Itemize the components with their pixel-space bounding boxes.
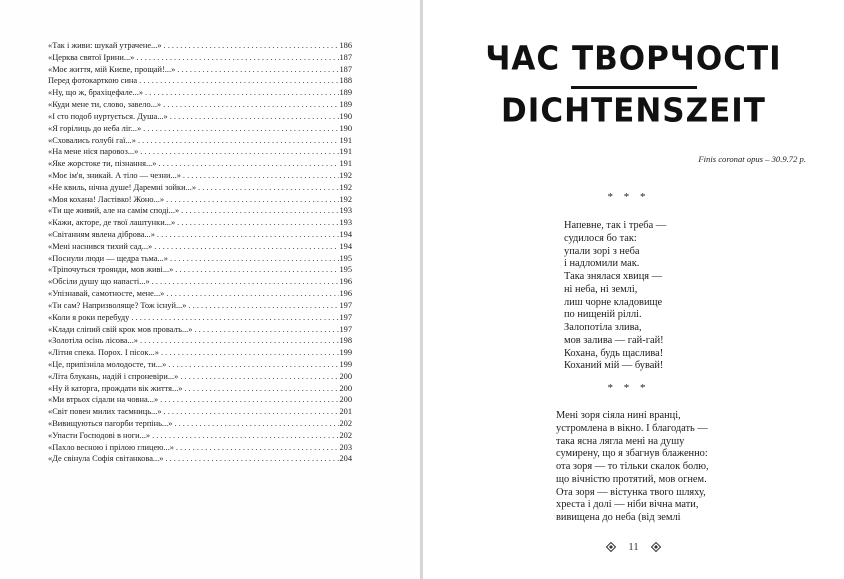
toc-entry-title: «Ти сам? Напризволяще? Тож існуй...» [48,300,187,310]
toc-entry-title: «Не квиль, нічна душе! Даремні зойки...» [48,182,197,192]
toc-entry-title: «Літа блукань, надій і спроневіри...» [48,371,179,381]
toc-entry [48,430,352,442]
toc-entry-page: 200 [339,395,352,405]
page-number: 11 [628,541,639,553]
toc-entry-title: «Упасти Господові в ноги...» [48,430,151,440]
toc-entry-page: 191 [339,147,352,157]
toc-entry-page: 191 [339,159,352,169]
toc-entry [48,264,352,276]
toc-entry-title: «Золотіла осінь лісова...» [48,336,138,346]
poem-line: Мені зоря сіяла нині вранці, [556,410,681,421]
poem-line: упали зорі з неба [564,245,640,257]
toc-entry-title: Перед фотокарткою сина [48,76,138,86]
toc-entry [48,288,352,300]
toc-entry [48,135,352,147]
toc-entry-title: «Мені наснився тихий сад...» [48,241,153,251]
toc-entry-title: «На мене ніся паровоз...» [48,147,139,157]
toc-entry [48,359,352,371]
toc-leader-dots [175,64,339,76]
toc-entry-page: 194 [339,230,352,239]
toc-leader-dots [155,229,340,241]
toc-leader-dots [159,347,339,359]
poem-line: Залопотіла злива, [564,322,642,333]
toc-entry-title: «Пахло весною і прілою глицею...» [48,442,174,452]
toc-leader-dots [141,123,339,135]
poem-line: і надломили мак. [564,258,640,270]
toc-entry-title: «І сто подоб нуртується. Душа...» [48,111,168,121]
toc-leader-dots [138,335,339,347]
poem-line: Кохана, будь щаслива! [564,347,664,359]
poem-line: така ясна лягла мені на душу [556,435,685,447]
toc-leader-dots [138,146,339,158]
toc-entry-page: 201 [339,407,352,417]
stars-separator: * * * [607,382,650,394]
title-divider [571,86,697,89]
toc-leader-dots [137,75,339,87]
section-title-german: DICHTENSZEIT [501,92,766,130]
toc-entry [48,324,352,336]
toc-entry-page: 200 [339,371,352,381]
toc-entry [48,335,352,347]
poem-line: Коханий мій — бувай! [564,360,664,372]
toc-entry-page: 200 [339,383,352,393]
epigraph: Finis coronat opus – 30.9.72 p. [698,154,806,164]
toc-entry-title: «Церква святої Ірини...» [48,52,135,62]
toc-entry-title: «Ми втрьох сідали на човна...» [48,395,159,405]
toc-entry [48,442,352,454]
toc-leader-dots [168,253,339,265]
poem-line: мов залива — гай-гай! [564,334,664,346]
toc-leader-dots [162,40,340,52]
toc-entry [48,40,352,52]
toc-leader-dots [162,406,340,418]
toc-entry-page: 195 [339,253,352,263]
toc-entry-page: 199 [339,359,352,369]
toc-entry [48,406,352,418]
toc-entry-title: «Яке жорстоке ти, пізнання...» [48,159,157,169]
toc-entry [48,194,352,206]
toc-leader-dots [163,453,339,465]
poem-line: ота зоря — то тільки скалок болю, [556,461,709,472]
toc-leader-dots [134,52,339,64]
toc-entry-page: 199 [339,348,352,358]
toc-entry-title: «Де свінула Софія світанкова...» [48,454,164,464]
toc-entry-title: «Світ повен милих таємниць...» [48,407,162,417]
toc-entry-page: 192 [339,194,352,204]
poem-line: ні неба, ні землі, [564,283,638,295]
toc-entry-page: 193 [339,218,352,228]
toc-entry [48,418,352,430]
toc-entry [48,111,352,123]
toc-leader-dots [161,99,339,111]
toc-leader-dots [179,205,339,217]
toc-entry-page: 197 [339,324,352,334]
toc-entry [48,453,352,465]
toc-leader-dots [186,300,339,312]
toc-entry-page: 196 [339,289,352,299]
toc-leader-dots [196,182,339,194]
toc-entry [48,253,352,265]
toc-leader-dots [168,111,340,123]
toc-entry-title: «Моє життя, мій Києве, прощай!...» [48,64,176,74]
section-title-ukrainian: ЧАС ТВОРЧОСТІ [485,40,782,78]
toc-entry-page: 197 [339,300,352,310]
toc-entry [48,123,352,135]
left-page [0,0,420,579]
toc-entry [48,312,352,324]
toc-entry [48,217,352,229]
table-of-contents [48,40,352,465]
toc-entry [48,182,352,194]
toc-entry-title: «Ну, що ж, брахіцефале...» [48,88,144,98]
toc-entry [48,205,352,217]
toc-leader-dots [158,394,339,406]
toc-entry-page: 204 [339,454,352,464]
toc-entry [48,276,352,288]
poem-line: Напевне, так і треба — [564,220,667,231]
toc-leader-dots [136,135,339,147]
diamond-ornament-icon [606,542,616,552]
toc-entry-page: 190 [339,111,352,121]
toc-entry-page: 190 [339,123,352,133]
toc-leader-dots [164,194,339,206]
toc-entry [48,394,352,406]
toc-leader-dots [152,241,339,253]
toc-entry [48,158,352,170]
toc-entry-title: «Я горілиць до неба ліг...» [48,123,142,133]
toc-entry [48,52,352,64]
toc-entry-title: «Сховались голубі гаї...» [48,135,136,145]
toc-leader-dots [164,288,339,300]
toc-entry-title: «Моє ім'я, зникай. А тіло — чезни...» [48,170,181,180]
toc-leader-dots [150,430,339,442]
toc-entry [48,146,352,158]
poem-first [564,220,666,373]
toc-leader-dots [166,359,339,371]
poem-line: хреста і долі — ніби вічна мати, [556,499,699,511]
toc-entry-page: 191 [339,135,352,145]
toc-entry-title: «Куди мене ти, слово, завело...» [48,100,162,110]
poem-line: що вічністю протятий, мов огнем. [556,473,707,485]
toc-entry-title: «Коли я роки перебуду [48,312,130,322]
toc-entry-page: 192 [339,182,352,192]
toc-entry-page: 188 [339,76,352,86]
toc-entry-title: «Поснули люди — щедра тьма...» [48,253,168,263]
toc-entry-title: «Обсіли душу що напасті...» [48,277,150,287]
toc-leader-dots [181,170,340,182]
toc-leader-dots [143,87,339,99]
toc-entry-title: «Так і живи: шукай утрачене...» [48,41,162,50]
toc-leader-dots [129,312,339,324]
toc-entry-page: 202 [339,430,352,440]
toc-entry-title: «Упізнавай, самотносте, мене...» [48,289,165,299]
toc-entry-title: «Літня спека. Порох. І пісок...» [48,348,159,358]
poem-line: по нищеній ріллі. [564,309,642,321]
toc-entry [48,75,352,87]
toc-entry-title: «Вивищуються пагорби терпінь...» [48,419,173,428]
toc-entry-title: «Тріпочуться троянди, мов живі...» [48,265,174,275]
poem-line: вивищена до неба (від землі [556,512,681,523]
toc-entry [48,300,352,312]
toc-leader-dots [173,264,339,276]
toc-entry-title: «Кажи, акторе, де твої лаштунки...» [48,218,176,228]
toc-entry-page: 187 [339,64,352,74]
toc-entry-page: 187 [339,52,352,62]
toc-entry-page: 197 [339,312,352,322]
toc-leader-dots [174,442,340,454]
toc-leader-dots [156,158,339,170]
toc-entry-page: 193 [339,206,352,216]
poem-line: судилося бо так: [564,232,637,244]
toc-entry-page: 202 [339,419,352,428]
toc-entry-page: 196 [339,277,352,287]
toc-leader-dots [150,276,340,288]
toc-entry-title: «Ти ще живий, але на самім споді...» [48,206,180,216]
poem-line: сумирену, що я збагнув блаженно: [556,448,708,460]
right-page [423,0,844,579]
page-footer [423,541,844,553]
toc-leader-dots [178,371,339,383]
toc-entry-page: 194 [339,241,352,251]
toc-entry-page: 189 [339,88,352,98]
poem-line: устромлена в вікно. І благодать — [556,422,708,434]
toc-entry [48,241,352,253]
toc-entry-title: «Моя кохана! Ластівко! Жоно...» [48,194,165,204]
toc-entry-page: 198 [339,336,352,346]
toc-entry-page: 186 [339,41,352,50]
toc-entry [48,371,352,383]
toc-leader-dots [182,383,339,395]
toc-entry-title: «Клади сліпий свій крок мов провалъ...» [48,324,193,334]
poem-line: лиш чорне кладовище [564,296,663,308]
poem-line: Ота зоря — вістунка твого шляху, [556,486,706,498]
toc-entry-title: «Це, припізніла молодосте, ти...» [48,359,167,369]
toc-entry [48,87,352,99]
toc-entry-page: 189 [339,100,352,110]
toc-entry-title: «Ну й каторга, прождати вік життя...» [48,383,183,393]
diamond-ornament-icon [651,542,661,552]
toc-leader-dots [172,418,339,430]
stars-separator: * * * [607,191,650,203]
toc-entry-page: 192 [339,170,352,180]
toc-entry [48,229,352,241]
poem-second [556,410,709,525]
toc-entry [48,99,352,111]
toc-entry [48,170,352,182]
poem-line: Така знялася хвиця — [564,271,663,282]
toc-entry [48,383,352,395]
toc-entry-page: 195 [339,265,352,275]
toc-entry [48,347,352,359]
toc-entry-title: «Світанням явлена діброва...» [48,230,155,239]
toc-entry [48,64,352,76]
toc-entry-page: 203 [339,442,352,452]
toc-leader-dots [175,217,339,229]
toc-leader-dots [192,324,339,336]
